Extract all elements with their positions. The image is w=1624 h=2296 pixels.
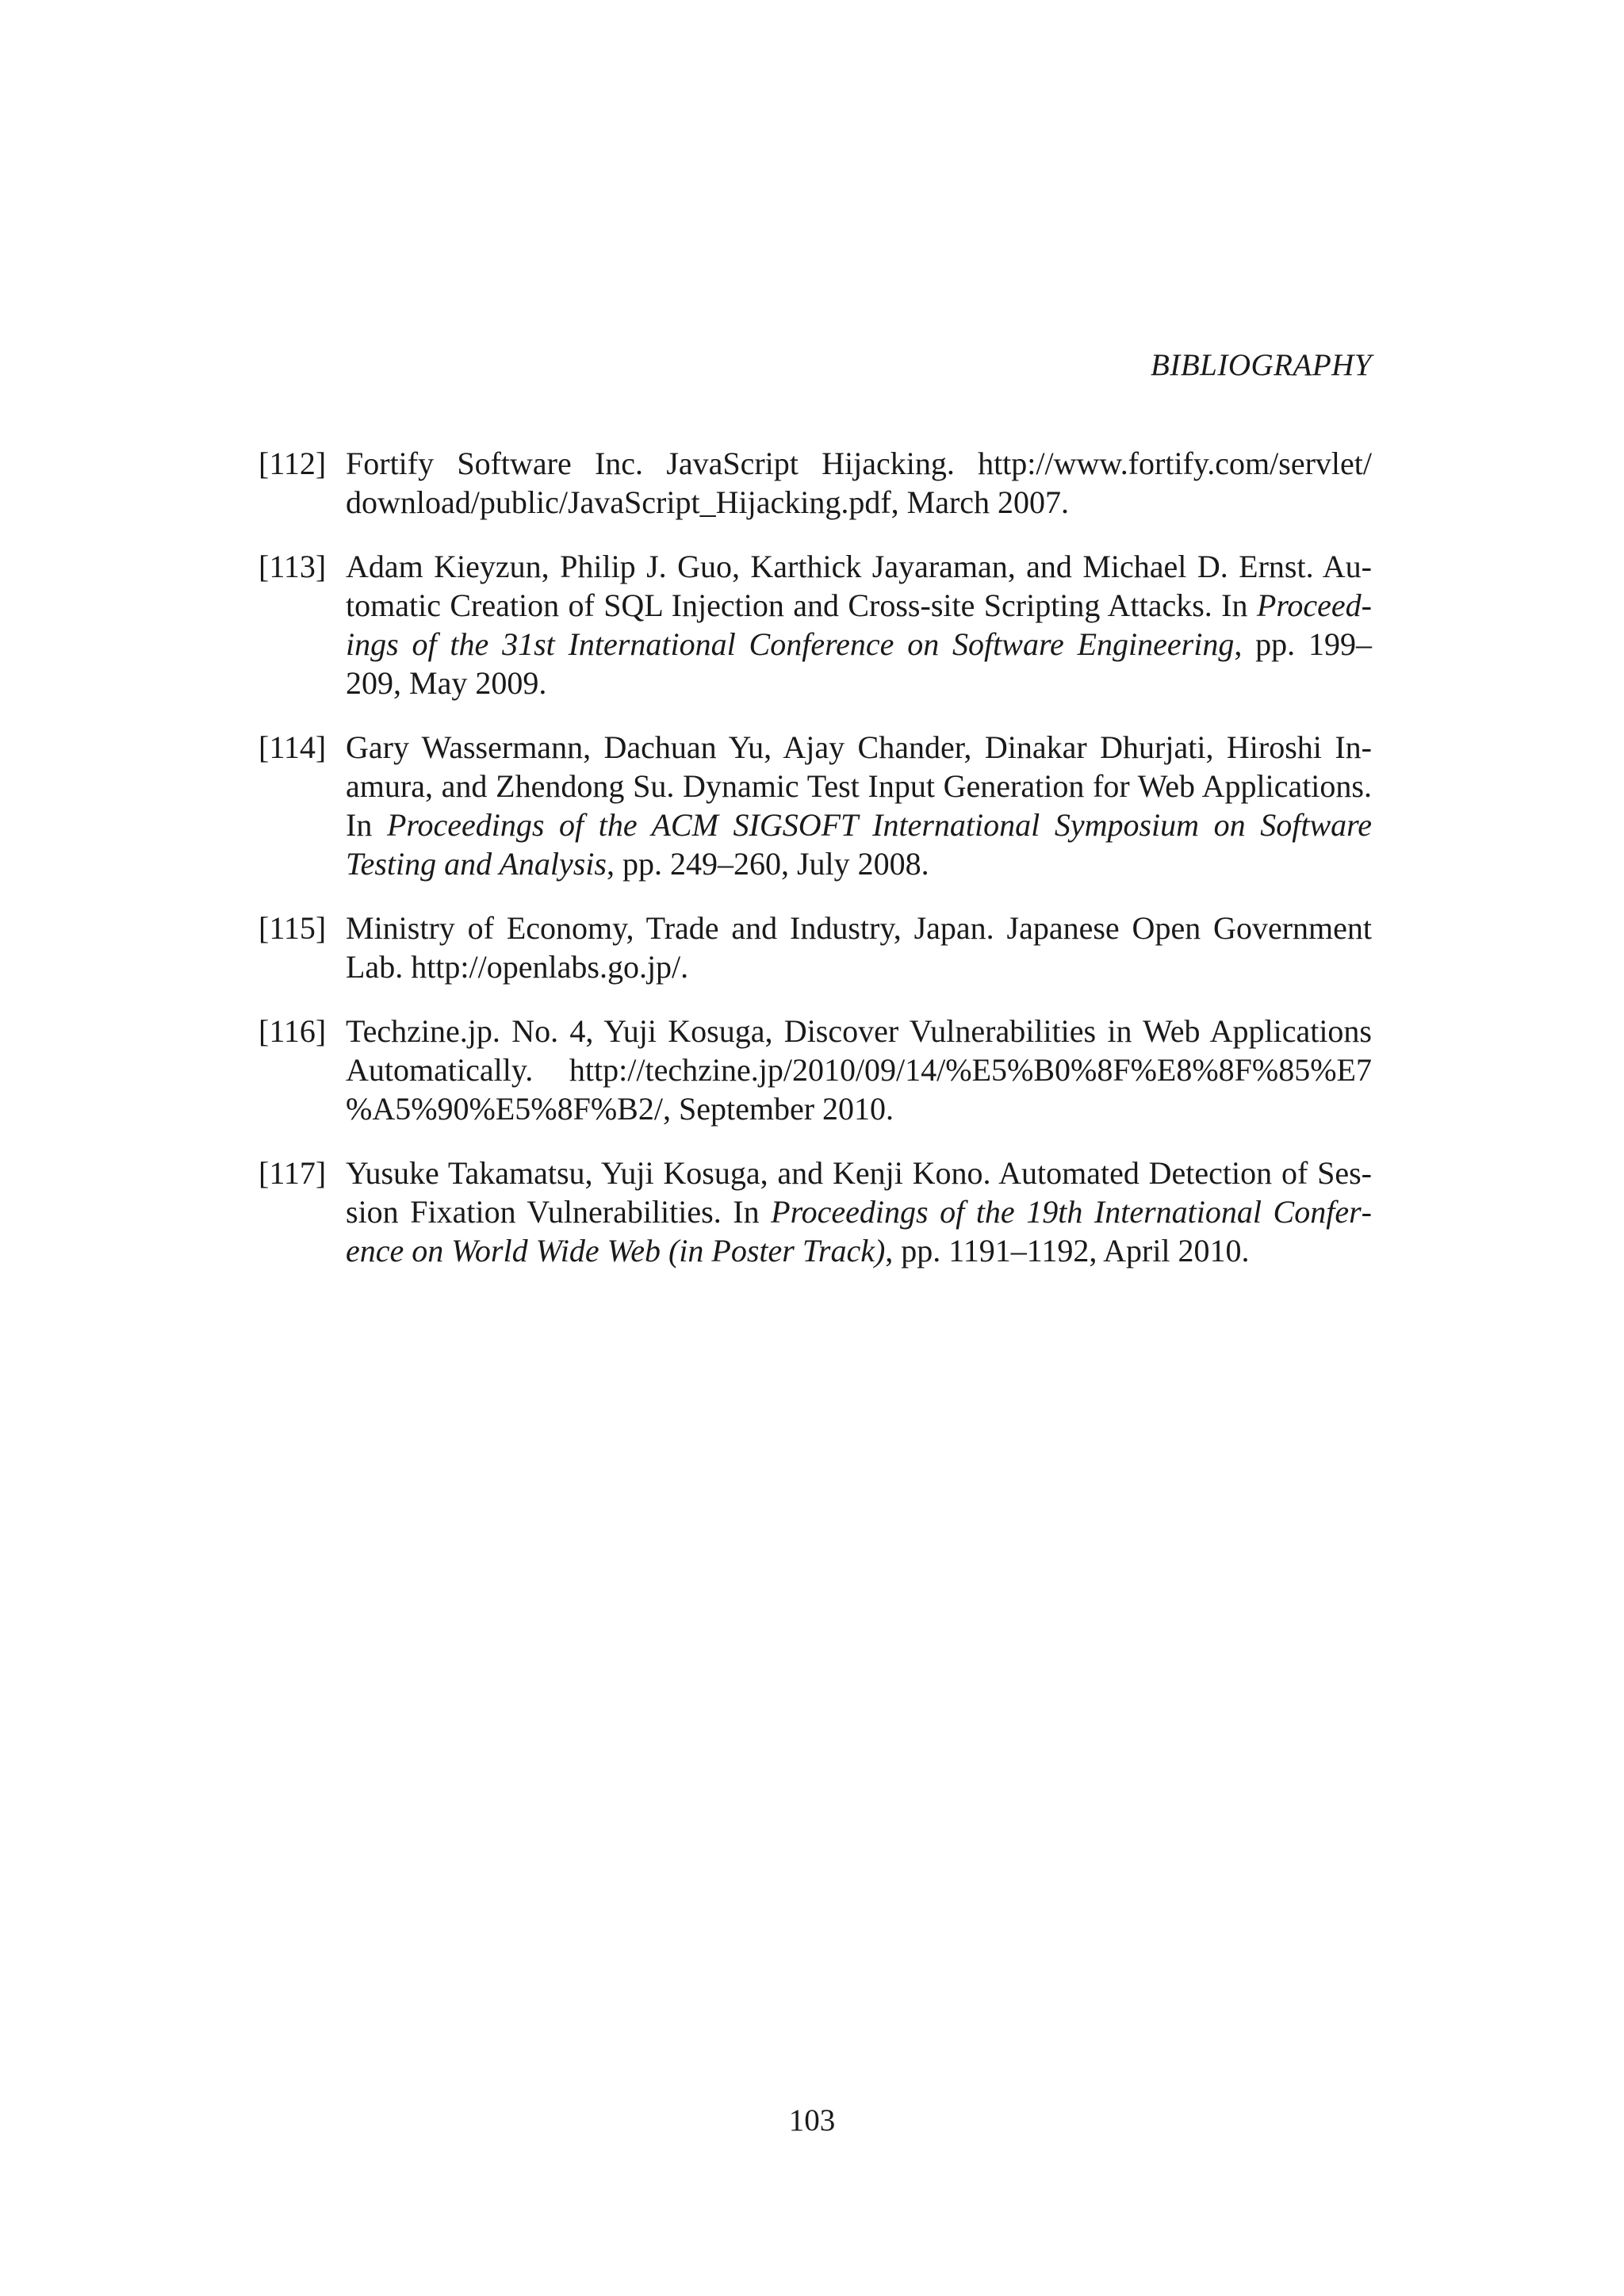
reference-text-segment: Adam Kieyzun, Philip J. Guo, Karthick Jayaraman, and Michael D. Ernst. Automatic Creation of SQL Injection and Cross-site Scripting Attacks. In bbox=[346, 549, 1372, 623]
reference-number: [115] bbox=[259, 910, 327, 946]
reference-number: [113] bbox=[259, 549, 327, 584]
page-number: 103 bbox=[788, 2103, 836, 2137]
reference-number: [117] bbox=[259, 1155, 327, 1191]
bibliography-entry bbox=[259, 909, 1372, 986]
running-header: BIBLIOGRAPHY bbox=[1151, 348, 1372, 382]
reference-venue: Proceedings of the 31st International Conference on Software Engineering bbox=[346, 587, 1372, 662]
reference-text-segment: , pp. 199–209, May 2009. bbox=[346, 626, 1372, 701]
bibliography-entry bbox=[259, 1012, 1372, 1128]
reference-number: [114] bbox=[259, 729, 327, 765]
bibliography-entry bbox=[259, 1154, 1372, 1270]
reference-venue: Proceedings of the 19th International Conference on World Wide Web (in Poster Track) bbox=[346, 1194, 1372, 1269]
reference-number: [112] bbox=[259, 446, 327, 481]
bibliography-list bbox=[259, 444, 1372, 1295]
reference-text-segment: Yusuke Takamatsu, Yuji Kosuga, and Kenji Kono. Automated Detection of Session Fixation Vulnerabilities. In bbox=[346, 1155, 1372, 1230]
bibliography-entry bbox=[259, 547, 1372, 702]
reference-text bbox=[346, 728, 1372, 883]
reference-text bbox=[346, 909, 1372, 986]
reference-text-segment: Gary Wassermann, Dachuan Yu, Ajay Chander, Dinakar Dhurjati, Hiroshi Inamura, and Zhendong Su. Dynamic Test Input Generation for Web Applications. In bbox=[346, 729, 1372, 843]
reference-text-segment: Fortify Software Inc. JavaScript Hijacking. http://www.fortify.com/servlet/ download/public/JavaScript_Hijacking.pdf, March 2007. bbox=[346, 446, 1372, 520]
bibliography-entry bbox=[259, 444, 1372, 522]
reference-text bbox=[346, 1012, 1372, 1128]
reference-number: [116] bbox=[259, 1013, 327, 1049]
reference-text-segment: , pp. 1191–1192, April 2010. bbox=[885, 1233, 1250, 1269]
reference-text bbox=[346, 547, 1372, 702]
reference-text bbox=[346, 1154, 1372, 1270]
reference-venue: Proceedings of the ACM SIGSOFT International Symposium on Software Testing and Analysis bbox=[346, 807, 1372, 882]
bibliography-entry bbox=[259, 728, 1372, 883]
reference-text-segment: , pp. 249–260, July 2008. bbox=[606, 846, 929, 882]
reference-text bbox=[346, 444, 1372, 522]
reference-text-segment: Techzine.jp. No. 4, Yuji Kosuga, Discover Vulnerabilities in Web Applications Automatically. http://techzine.jp/2010/09/14/%E5%B0%8F%E8%8F%85%E7 %A5%90%E5%8F%B2/, September 2010. bbox=[346, 1013, 1372, 1127]
reference-text-segment: Ministry of Economy, Trade and Industry, Japan. Japanese Open Government Lab. http://openlabs.go.jp/. bbox=[346, 910, 1372, 985]
